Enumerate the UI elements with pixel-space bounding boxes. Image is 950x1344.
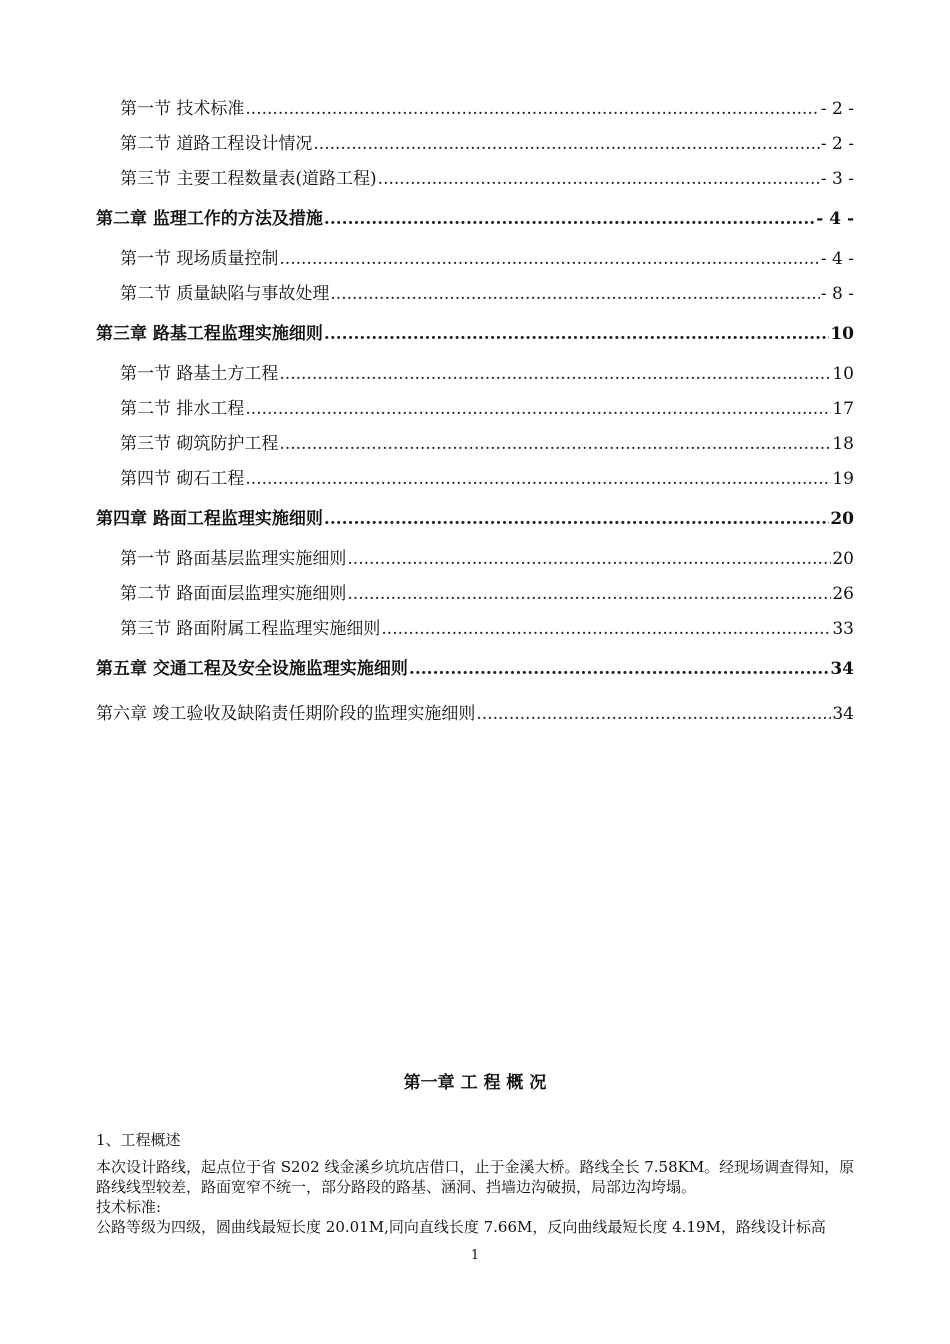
toc-entry-label: 第三节 路面附属工程监理实施细则: [120, 619, 381, 639]
toc-leader-dots: [245, 92, 819, 127]
toc-chapter-entry[interactable]: [96, 312, 854, 357]
toc-leader-dots: [476, 692, 831, 737]
toc-leader-dots: [279, 357, 831, 392]
toc-entry-page: - 4 -: [820, 249, 854, 269]
toc-entry-label: 第二章 监理工作的方法及措施: [96, 209, 323, 229]
toc-entry-page: 20: [830, 509, 854, 529]
toc-entry-label: 第二节 路面面层监理实施细则: [120, 584, 347, 604]
toc-entry-label: 第二节 道路工程设计情况: [120, 134, 313, 154]
toc-leader-dots: [324, 497, 829, 542]
toc-leader-dots: [313, 127, 819, 162]
body-paragraph: 本次设计路线，起点位于省 S202 线金溪乡坑坑店借口，止于金溪大桥。路线全长 7.58KM。经现场调查得知，原路线线型较差，路面宽窄不统一，部分路段的路基、涵洞、挡墙边沟破损，局部边沟垮塌。: [96, 1158, 855, 1196]
toc-entry-label: 第六章 竣工验收及缺陷责任期阶段的监理实施细则: [96, 704, 476, 724]
toc-chapter-entry[interactable]: [96, 197, 854, 242]
toc-entry-page: 18: [832, 434, 854, 454]
toc-leader-dots: [330, 277, 819, 312]
toc-entry-page: 33: [832, 619, 854, 639]
toc-entry-label: 第一节 技术标准: [120, 99, 245, 119]
toc-entry-page: 34: [832, 704, 854, 724]
toc-entry-label: 第五章 交通工程及安全设施监理实施细则: [96, 659, 408, 679]
toc-entry-page: - 2 -: [820, 134, 854, 154]
toc-leader-dots: [279, 427, 831, 462]
toc-entry-page: 17: [832, 399, 854, 419]
table-of-contents: [96, 92, 854, 737]
body-paragraph: 公路等级为四级，圆曲线最短长度 20.01M,同向直线长度 7.66M，反向曲线最短长度 4.19M，路线设计标高: [96, 1218, 826, 1236]
toc-entry-label: 第一节 路面基层监理实施细则: [120, 549, 347, 569]
toc-entry-label: 第一节 路基土方工程: [120, 364, 279, 384]
toc-entry[interactable]: [96, 462, 854, 497]
chapter-title: 第一章 工 程 概 况: [403, 1073, 547, 1093]
toc-leader-dots: [409, 647, 829, 692]
toc-leader-dots: [347, 542, 831, 577]
toc-leader-dots: [279, 242, 819, 277]
toc-entry-page: - 2 -: [820, 99, 854, 119]
toc-entry-label: 第二节 质量缺陷与事故处理: [120, 284, 330, 304]
toc-entry[interactable]: [96, 277, 854, 312]
toc-entry-label: 第三节 主要工程数量表(道路工程): [120, 169, 377, 189]
toc-entry[interactable]: [96, 542, 854, 577]
toc-entry-page: - 8 -: [820, 284, 854, 304]
toc-entry[interactable]: [96, 162, 854, 197]
toc-entry[interactable]: [96, 242, 854, 277]
toc-entry-page: 19: [832, 469, 854, 489]
toc-entry-page: 34: [830, 659, 854, 679]
toc-chapter-entry[interactable]: [96, 497, 854, 542]
page-number: 1: [470, 1248, 480, 1263]
section-heading: 1、工程概述: [96, 1131, 181, 1149]
toc-entry[interactable]: [96, 92, 854, 127]
toc-entry[interactable]: [96, 392, 854, 427]
toc-entry-page: 20: [832, 549, 854, 569]
toc-entry[interactable]: [96, 357, 854, 392]
toc-chapter-entry[interactable]: [96, 692, 854, 737]
toc-entry[interactable]: [96, 127, 854, 162]
toc-leader-dots: [245, 392, 831, 427]
toc-leader-dots: [378, 162, 820, 197]
toc-entry-label: 第三章 路基工程监理实施细则: [96, 324, 323, 344]
toc-leader-dots: [324, 197, 815, 242]
toc-entry[interactable]: [96, 612, 854, 647]
toc-entry-label: 第三节 砌筑防护工程: [120, 434, 279, 454]
toc-entry-label: 第四节 砌石工程: [120, 469, 245, 489]
toc-leader-dots: [347, 577, 831, 612]
toc-entry-page: - 3 -: [820, 169, 854, 189]
toc-entry-page: 10: [832, 364, 854, 384]
toc-entry-page: - 4 -: [816, 209, 854, 229]
toc-entry-label: 第二节 排水工程: [120, 399, 245, 419]
toc-leader-dots: [324, 312, 829, 357]
toc-leader-dots: [245, 462, 831, 497]
toc-entry[interactable]: [96, 577, 854, 612]
toc-entry-page: 10: [830, 324, 854, 344]
technical-standard-label: 技术标准:: [96, 1198, 162, 1216]
toc-entry[interactable]: [96, 427, 854, 462]
toc-entry-label: 第四章 路面工程监理实施细则: [96, 509, 323, 529]
toc-entry-page: 26: [832, 584, 854, 604]
toc-entry-label: 第一节 现场质量控制: [120, 249, 279, 269]
toc-leader-dots: [381, 612, 831, 647]
toc-chapter-entry[interactable]: [96, 647, 854, 692]
